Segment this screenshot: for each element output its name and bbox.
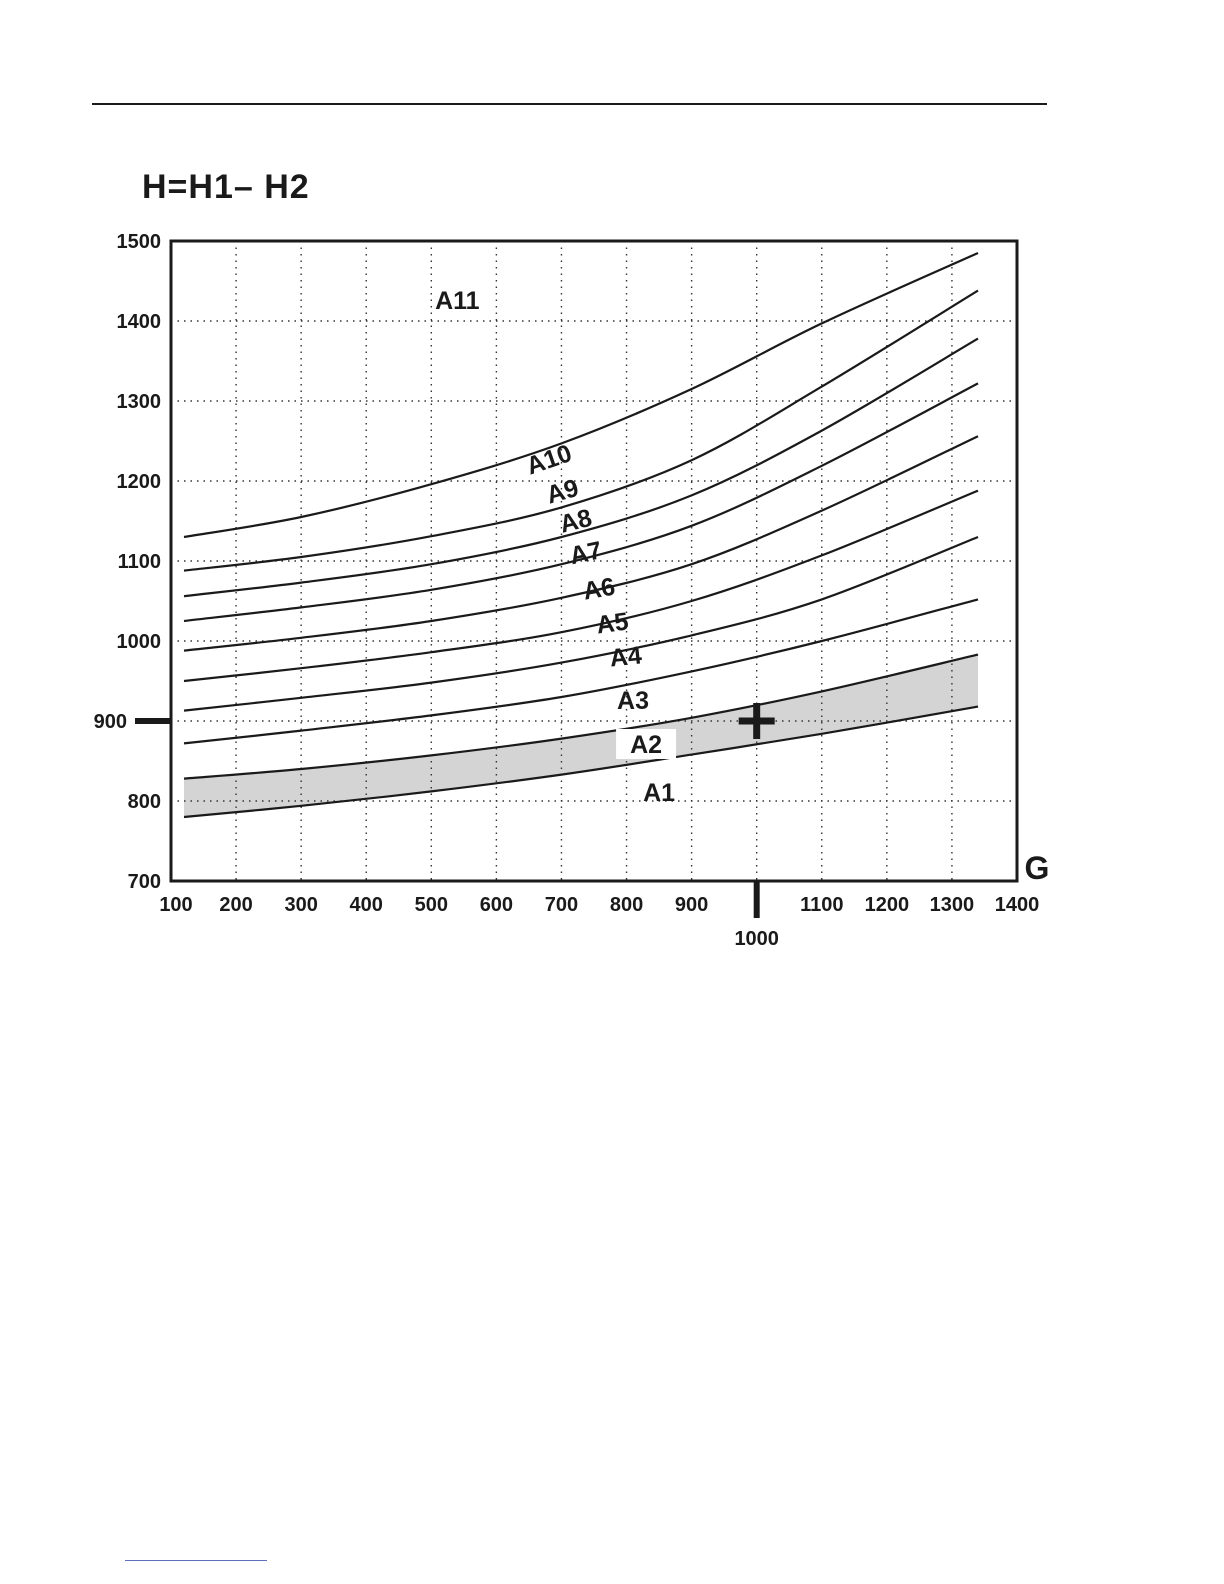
x-tick-label: 1400 [994,894,1040,916]
x-tick-label: 200 [219,894,253,916]
region-label-a5: A5 [594,607,631,640]
region-label-a10: A10 [522,439,576,481]
x-tick-label: 1000 [734,928,779,950]
y-tick-label: 1100 [117,551,161,573]
y-tick-label: 900 [93,711,127,733]
region-label-a1: A1 [643,779,676,807]
footer-link-underline [125,1560,267,1561]
x-tick-label: 400 [349,894,383,916]
y-tick-label: 1400 [116,311,161,333]
x-tick-label: 1100 [800,894,844,916]
y-tick-label: 700 [127,871,161,893]
y-tick-label: 1000 [116,631,161,653]
x-tick-label: 900 [674,894,709,916]
x-tick-label: 500 [414,894,448,916]
chart-title: H=H1– H2 [142,168,310,206]
y-tick-label: 800 [127,791,161,813]
region-label-a8: A8 [556,503,595,539]
y-tick-label: 1500 [116,231,161,253]
y-tick-label: 1200 [116,471,161,493]
region-label-a2: A2 [630,731,663,759]
x-tick-label: 300 [284,894,318,916]
x-tick-label: 600 [479,894,514,916]
x-tick-label: 100 [159,894,193,916]
y-tick-label: 1300 [116,391,161,413]
x-tick-label: 1300 [929,894,975,916]
region-label-a7: A7 [567,536,605,571]
region-label-a6: A6 [580,572,618,606]
x-tick-label: 1200 [864,894,910,916]
region-label-a9: A9 [543,473,582,510]
region-label-a4: A4 [608,641,644,673]
x-axis-label: G [1024,850,1050,886]
x-tick-label: 800 [609,894,644,916]
x-tick-label: 700 [544,894,579,916]
region-label-a3: A3 [617,687,650,715]
region-label-a11: A11 [435,287,480,315]
